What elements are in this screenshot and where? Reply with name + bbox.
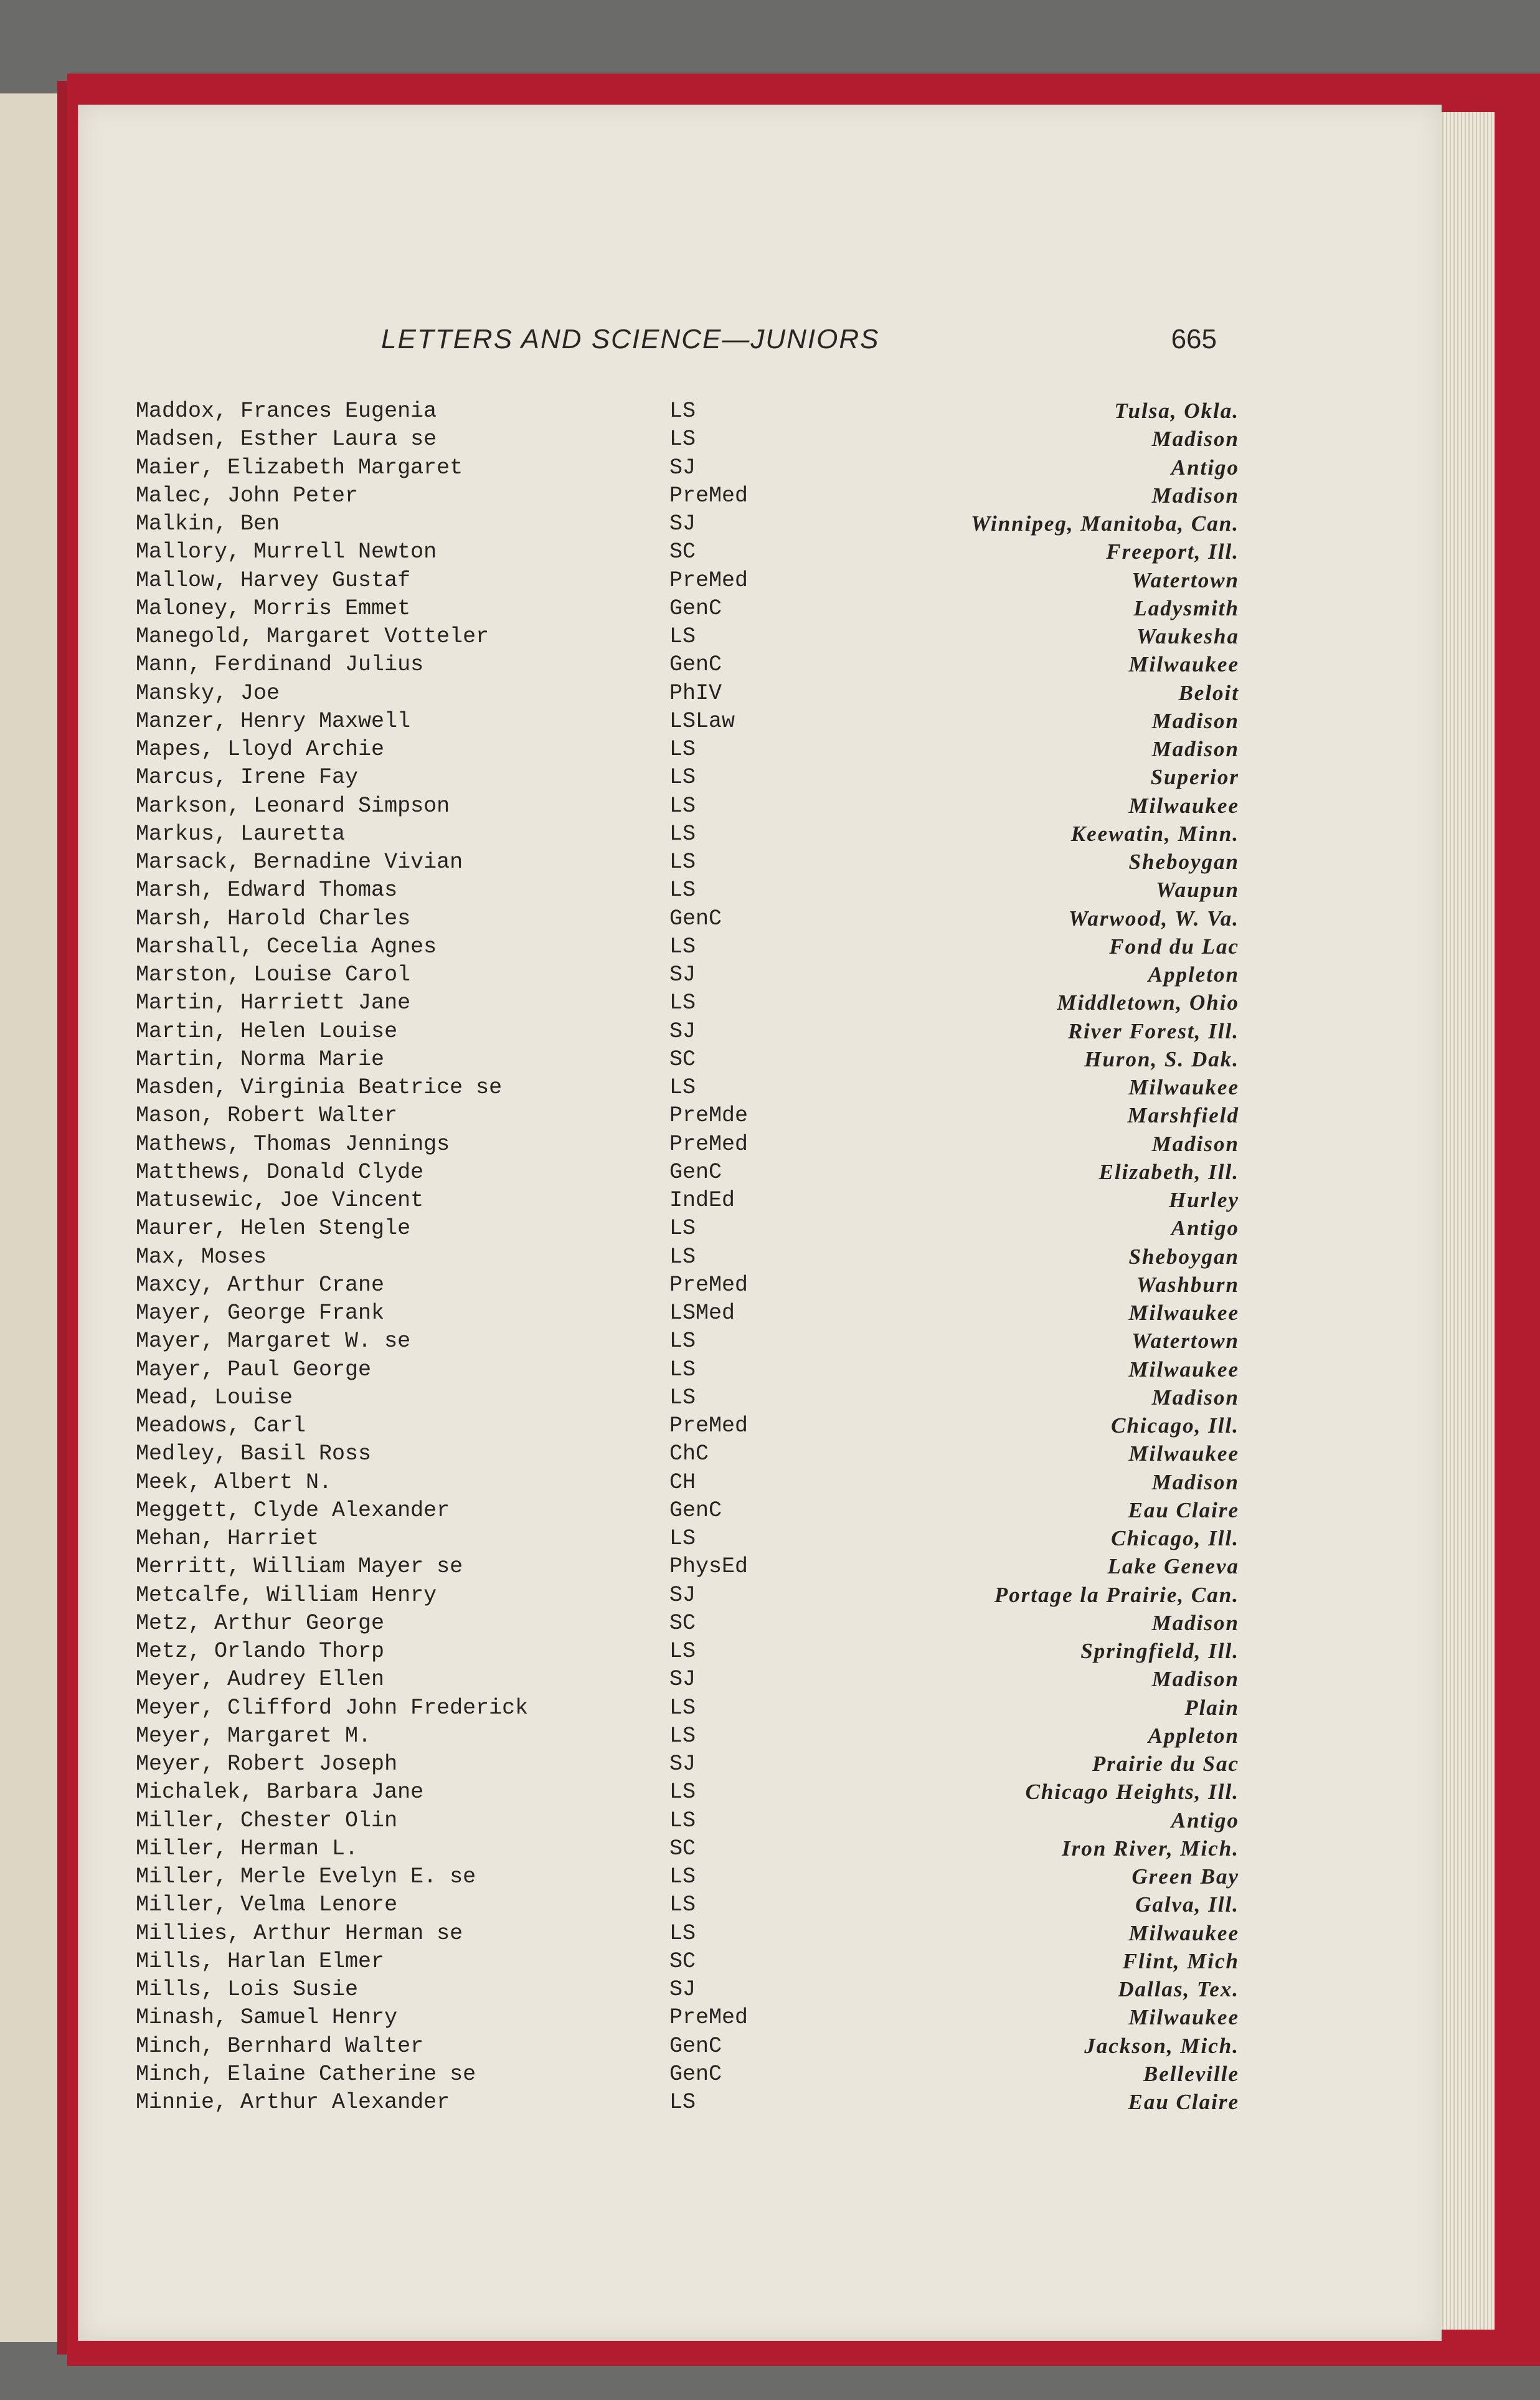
list-item xyxy=(118,2005,1239,2033)
student-name: Marcus, Irene Fay xyxy=(136,765,359,790)
list-item xyxy=(118,850,1239,878)
list-item xyxy=(118,511,1239,539)
home-town: Antigo xyxy=(1171,455,1239,480)
home-town: Chicago Heights, Ill. xyxy=(1025,1780,1239,1805)
home-town: Fond du Lac xyxy=(1109,934,1239,959)
list-item xyxy=(118,765,1239,793)
student-name: Minash, Samuel Henry xyxy=(136,2005,398,2031)
course-code: PreMed xyxy=(669,1272,749,1297)
course-code: LS xyxy=(669,1695,696,1720)
course-code: LS xyxy=(669,1892,696,1918)
home-town: Watertown xyxy=(1131,567,1239,592)
running-head xyxy=(381,324,1217,368)
list-item xyxy=(118,1696,1239,1724)
list-item xyxy=(118,1780,1239,1808)
course-code: LS xyxy=(669,1526,696,1551)
home-town: Milwaukee xyxy=(1128,1357,1239,1382)
student-name: Mayer, Margaret W. se xyxy=(136,1329,411,1354)
course-code: PhysEd xyxy=(669,1554,749,1580)
list-item xyxy=(118,1611,1239,1639)
list-item xyxy=(118,1301,1239,1329)
student-name: Maddox, Frances Eugenia xyxy=(136,399,437,424)
home-town: Milwaukee xyxy=(1128,1920,1239,1945)
student-name: Masden, Virginia Beatrice se xyxy=(136,1075,503,1100)
student-name: Miller, Herman L. xyxy=(136,1836,359,1861)
home-town: Portage la Prairie, Can. xyxy=(994,1582,1239,1607)
home-town: Madison xyxy=(1151,1469,1239,1494)
home-town: Iron River, Mich. xyxy=(1062,1836,1239,1861)
list-item xyxy=(118,455,1239,483)
student-name: Manzer, Henry Maxwell xyxy=(136,708,411,734)
course-code: PreMed xyxy=(669,1131,749,1157)
home-town: Antigo xyxy=(1171,1808,1239,1833)
list-item xyxy=(118,539,1239,567)
home-town: Beloit xyxy=(1178,680,1239,705)
course-code: LS xyxy=(669,990,696,1016)
student-name: Mathews, Thomas Jennings xyxy=(136,1131,450,1157)
course-code: PreMed xyxy=(669,567,749,593)
home-town: Milwaukee xyxy=(1128,1441,1239,1466)
student-name: Mallory, Murrell Newton xyxy=(136,539,437,565)
home-town: Springfield, Ill. xyxy=(1080,1639,1239,1663)
course-code: IndEd xyxy=(669,1188,735,1213)
course-code: LS xyxy=(669,1723,696,1748)
student-name: Mayer, George Frank xyxy=(136,1301,385,1326)
list-item xyxy=(118,1526,1239,1554)
home-town: Appleton xyxy=(1148,1723,1239,1748)
course-code: ChC xyxy=(669,1441,709,1467)
course-code: LS xyxy=(669,793,696,818)
home-town: Galva, Ill. xyxy=(1135,1892,1239,1917)
list-item xyxy=(118,1329,1239,1357)
list-item xyxy=(118,1075,1239,1103)
home-town: Sheboygan xyxy=(1128,1244,1239,1269)
list-item xyxy=(118,1441,1239,1469)
list-item xyxy=(118,878,1239,906)
student-name: Meggett, Clyde Alexander xyxy=(136,1497,450,1523)
home-town: Milwaukee xyxy=(1128,652,1239,677)
student-name: Metz, Arthur George xyxy=(136,1610,385,1636)
student-name: Minch, Elaine Catherine se xyxy=(136,2061,476,2087)
home-town: Lake Geneva xyxy=(1107,1554,1239,1579)
list-item xyxy=(118,1639,1239,1667)
course-code: LSMed xyxy=(669,1301,735,1326)
course-code: LS xyxy=(669,821,696,847)
page-number: 665 xyxy=(1171,324,1217,354)
student-name: Miller, Chester Olin xyxy=(136,1808,398,1833)
list-item xyxy=(118,1836,1239,1864)
course-code: LS xyxy=(669,2090,696,2115)
course-code: LS xyxy=(669,878,696,903)
list-item xyxy=(118,427,1239,455)
student-name: Minnie, Arthur Alexander xyxy=(136,2090,450,2115)
course-code: LS xyxy=(669,1216,696,1241)
course-code: SC xyxy=(669,1046,696,1072)
student-name: Matusewic, Joe Vincent xyxy=(136,1188,424,1213)
student-name: Markson, Leonard Simpson xyxy=(136,793,450,818)
home-town: Dallas, Tex. xyxy=(1118,1977,1239,2001)
student-name: Maloney, Morris Emmet xyxy=(136,595,411,621)
student-name: Mansky, Joe xyxy=(136,680,280,706)
student-name: Maier, Elizabeth Margaret xyxy=(136,455,463,480)
course-code: PreMed xyxy=(669,483,749,508)
student-name: Meyer, Robert Joseph xyxy=(136,1752,398,1776)
list-item xyxy=(118,1977,1239,2005)
student-name: Madsen, Esther Laura se xyxy=(136,427,437,452)
course-code: LS xyxy=(669,427,696,452)
course-code: LS xyxy=(669,1780,696,1805)
home-town: Huron, S. Dak. xyxy=(1084,1046,1239,1071)
list-item xyxy=(118,737,1239,765)
list-item xyxy=(118,1583,1239,1611)
student-list xyxy=(118,399,1239,2124)
student-name: Mills, Lois Susie xyxy=(136,1977,359,2002)
list-item xyxy=(118,2062,1239,2090)
list-item xyxy=(118,906,1239,934)
home-town: Chicago, Ill. xyxy=(1111,1413,1239,1438)
list-item xyxy=(118,990,1239,1018)
course-code: SJ xyxy=(669,1977,696,2002)
home-town: Madison xyxy=(1151,427,1239,452)
list-item xyxy=(118,1752,1239,1780)
list-item xyxy=(118,596,1239,624)
course-code: PhIV xyxy=(669,680,722,706)
home-town: Milwaukee xyxy=(1128,793,1239,818)
list-item xyxy=(118,483,1239,511)
student-name: Miller, Merle Evelyn E. se xyxy=(136,1864,476,1889)
student-name: Marston, Louise Carol xyxy=(136,962,411,987)
course-code: LS xyxy=(669,1639,696,1664)
course-code: GenC xyxy=(669,2033,722,2059)
list-item xyxy=(118,568,1239,596)
course-code: SJ xyxy=(669,1752,696,1776)
course-code: LS xyxy=(669,399,696,424)
home-town: Tulsa, Okla. xyxy=(1114,399,1239,423)
student-name: Metcalfe, William Henry xyxy=(136,1582,437,1608)
home-town: Madison xyxy=(1151,708,1239,733)
list-item xyxy=(118,1892,1239,1920)
student-name: Malkin, Ben xyxy=(136,511,280,536)
course-code: LS xyxy=(669,1920,696,1946)
course-code: LS xyxy=(669,765,696,790)
course-code: SJ xyxy=(669,1582,696,1608)
list-item xyxy=(118,1188,1239,1216)
list-item xyxy=(118,1132,1239,1160)
student-name: Malec, John Peter xyxy=(136,483,359,508)
student-name: Millies, Arthur Herman se xyxy=(136,1920,463,1946)
course-code: SJ xyxy=(669,962,696,987)
list-item xyxy=(118,652,1239,680)
home-town: Madison xyxy=(1151,1610,1239,1635)
course-code: LS xyxy=(669,737,696,762)
course-code: GenC xyxy=(669,1497,722,1523)
student-name: Matthews, Donald Clyde xyxy=(136,1159,424,1185)
course-code: LS xyxy=(669,850,696,875)
list-item xyxy=(118,1470,1239,1498)
home-town: Watertown xyxy=(1131,1329,1239,1354)
student-name: Mehan, Harriet xyxy=(136,1526,319,1551)
course-code: LS xyxy=(669,1385,696,1410)
course-code: LSLaw xyxy=(669,708,735,734)
course-code: SJ xyxy=(669,511,696,536)
course-code: SJ xyxy=(669,455,696,480)
list-item xyxy=(118,1385,1239,1413)
page-edges xyxy=(1432,112,1495,2330)
home-town: Elizabeth, Ill. xyxy=(1098,1159,1239,1184)
home-town: Waukesha xyxy=(1136,624,1239,648)
course-code: LS xyxy=(669,624,696,649)
list-item xyxy=(118,1103,1239,1131)
student-name: Merritt, William Mayer se xyxy=(136,1554,463,1580)
home-town: Jackson, Mich. xyxy=(1084,2033,1239,2058)
student-name: Marsack, Bernadine Vivian xyxy=(136,850,463,875)
course-code: LS xyxy=(669,1329,696,1354)
home-town: Antigo xyxy=(1171,1216,1239,1241)
home-town: Milwaukee xyxy=(1128,1301,1239,1325)
list-item xyxy=(118,1273,1239,1301)
course-code: GenC xyxy=(669,652,722,678)
home-town: Madison xyxy=(1151,483,1239,508)
list-item xyxy=(118,1554,1239,1582)
home-town: Waupun xyxy=(1156,878,1239,903)
student-name: Mallow, Harvey Gustaf xyxy=(136,567,411,593)
list-item xyxy=(118,794,1239,822)
student-name: Meek, Albert N. xyxy=(136,1469,333,1495)
home-town: Keewatin, Minn. xyxy=(1070,821,1239,846)
list-item xyxy=(118,962,1239,990)
list-item xyxy=(118,1357,1239,1385)
student-name: Max, Moses xyxy=(136,1244,267,1269)
list-item xyxy=(118,1949,1239,1977)
list-item xyxy=(118,2034,1239,2062)
student-name: Mayer, Paul George xyxy=(136,1357,372,1382)
student-name: Medley, Basil Ross xyxy=(136,1441,372,1467)
running-title: LETTERS AND SCIENCE—JUNIORS xyxy=(381,324,880,354)
course-code: LS xyxy=(669,1075,696,1100)
student-name: Minch, Bernhard Walter xyxy=(136,2033,424,2059)
home-town: Appleton xyxy=(1148,962,1239,987)
course-code: LS xyxy=(669,1808,696,1833)
student-name: Michalek, Barbara Jane xyxy=(136,1780,424,1805)
student-name: Maxcy, Arthur Crane xyxy=(136,1272,385,1297)
list-item xyxy=(118,822,1239,850)
list-item xyxy=(118,1724,1239,1752)
list-item xyxy=(118,1047,1239,1075)
home-town: Sheboygan xyxy=(1128,850,1239,874)
home-town: Eau Claire xyxy=(1128,1497,1239,1522)
student-name: Mead, Louise xyxy=(136,1385,293,1410)
list-item xyxy=(118,934,1239,962)
course-code: PreMde xyxy=(669,1103,749,1129)
course-code: SJ xyxy=(669,1018,696,1044)
list-item xyxy=(118,624,1239,652)
home-town: Madison xyxy=(1151,1131,1239,1156)
home-town: Milwaukee xyxy=(1128,1075,1239,1099)
home-town: Warwood, W. Va. xyxy=(1068,906,1239,931)
list-item xyxy=(118,1921,1239,1949)
student-name: Mapes, Lloyd Archie xyxy=(136,737,385,762)
course-code: GenC xyxy=(669,1159,722,1185)
course-code: CH xyxy=(669,1469,696,1495)
student-name: Meadows, Carl xyxy=(136,1413,306,1438)
home-town: Belleville xyxy=(1143,2061,1239,2086)
list-item xyxy=(118,681,1239,709)
course-code: PreMed xyxy=(669,1413,749,1438)
course-code: SJ xyxy=(669,1667,696,1692)
student-name: Meyer, Clifford John Frederick xyxy=(136,1695,529,1720)
student-name: Marshall, Cecelia Agnes xyxy=(136,934,437,959)
list-item xyxy=(118,1160,1239,1188)
student-name: Miller, Velma Lenore xyxy=(136,1892,398,1918)
course-code: LS xyxy=(669,1244,696,1269)
home-town: Ladysmith xyxy=(1133,595,1239,620)
list-item xyxy=(118,1667,1239,1695)
student-name: Martin, Harriett Jane xyxy=(136,990,411,1016)
home-town: Green Bay xyxy=(1131,1864,1239,1889)
student-name: Metz, Orlando Thorp xyxy=(136,1639,385,1664)
student-name: Manegold, Margaret Votteler xyxy=(136,624,489,649)
facing-page-binding xyxy=(57,81,67,2355)
student-name: Maurer, Helen Stengle xyxy=(136,1216,411,1241)
course-code: PreMed xyxy=(669,2005,749,2031)
list-item xyxy=(118,1019,1239,1047)
course-code: GenC xyxy=(669,906,722,931)
student-name: Marsh, Harold Charles xyxy=(136,906,411,931)
course-code: LS xyxy=(669,934,696,959)
list-item xyxy=(118,1413,1239,1441)
home-town: Freeport, Ill. xyxy=(1106,539,1239,564)
student-name: Martin, Norma Marie xyxy=(136,1046,385,1072)
list-item xyxy=(118,1216,1239,1244)
student-name: Meyer, Audrey Ellen xyxy=(136,1667,385,1692)
home-town: Madison xyxy=(1151,1385,1239,1410)
student-name: Mason, Robert Walter xyxy=(136,1103,398,1129)
home-town: Milwaukee xyxy=(1128,2005,1239,2030)
student-name: Mann, Ferdinand Julius xyxy=(136,652,424,678)
course-code: SC xyxy=(669,1836,696,1861)
home-town: Marshfield xyxy=(1127,1103,1239,1128)
home-town: Plain xyxy=(1184,1695,1239,1720)
course-code: SC xyxy=(669,1948,696,1974)
course-code: SC xyxy=(669,539,696,565)
list-item xyxy=(118,2090,1239,2118)
home-town: River Forest, Ill. xyxy=(1067,1018,1239,1043)
student-name: Mills, Harlan Elmer xyxy=(136,1948,385,1974)
student-name: Martin, Helen Louise xyxy=(136,1018,398,1044)
course-code: SC xyxy=(669,1610,696,1636)
course-code: LS xyxy=(669,1864,696,1889)
list-item xyxy=(118,1808,1239,1836)
home-town: Madison xyxy=(1151,1667,1239,1692)
home-town: Washburn xyxy=(1136,1272,1239,1297)
home-town: Hurley xyxy=(1168,1188,1239,1212)
list-item xyxy=(118,1864,1239,1892)
course-code: GenC xyxy=(669,595,722,621)
home-town: Winnipeg, Manitoba, Can. xyxy=(971,511,1239,536)
list-item xyxy=(118,1245,1239,1273)
home-town: Superior xyxy=(1150,765,1239,790)
student-name: Markus, Lauretta xyxy=(136,821,346,847)
home-town: Prairie du Sac xyxy=(1092,1752,1239,1776)
home-town: Chicago, Ill. xyxy=(1111,1526,1239,1550)
student-name: Meyer, Margaret M. xyxy=(136,1723,372,1748)
home-town: Middletown, Ohio xyxy=(1057,990,1239,1015)
list-item xyxy=(118,709,1239,737)
course-code: GenC xyxy=(669,2061,722,2087)
home-town: Madison xyxy=(1151,737,1239,761)
list-item xyxy=(118,1498,1239,1526)
home-town: Flint, Mich xyxy=(1122,1948,1239,1973)
home-town: Eau Claire xyxy=(1128,2090,1239,2114)
course-code: LS xyxy=(669,1357,696,1382)
student-name: Marsh, Edward Thomas xyxy=(136,878,398,903)
list-item xyxy=(118,399,1239,427)
